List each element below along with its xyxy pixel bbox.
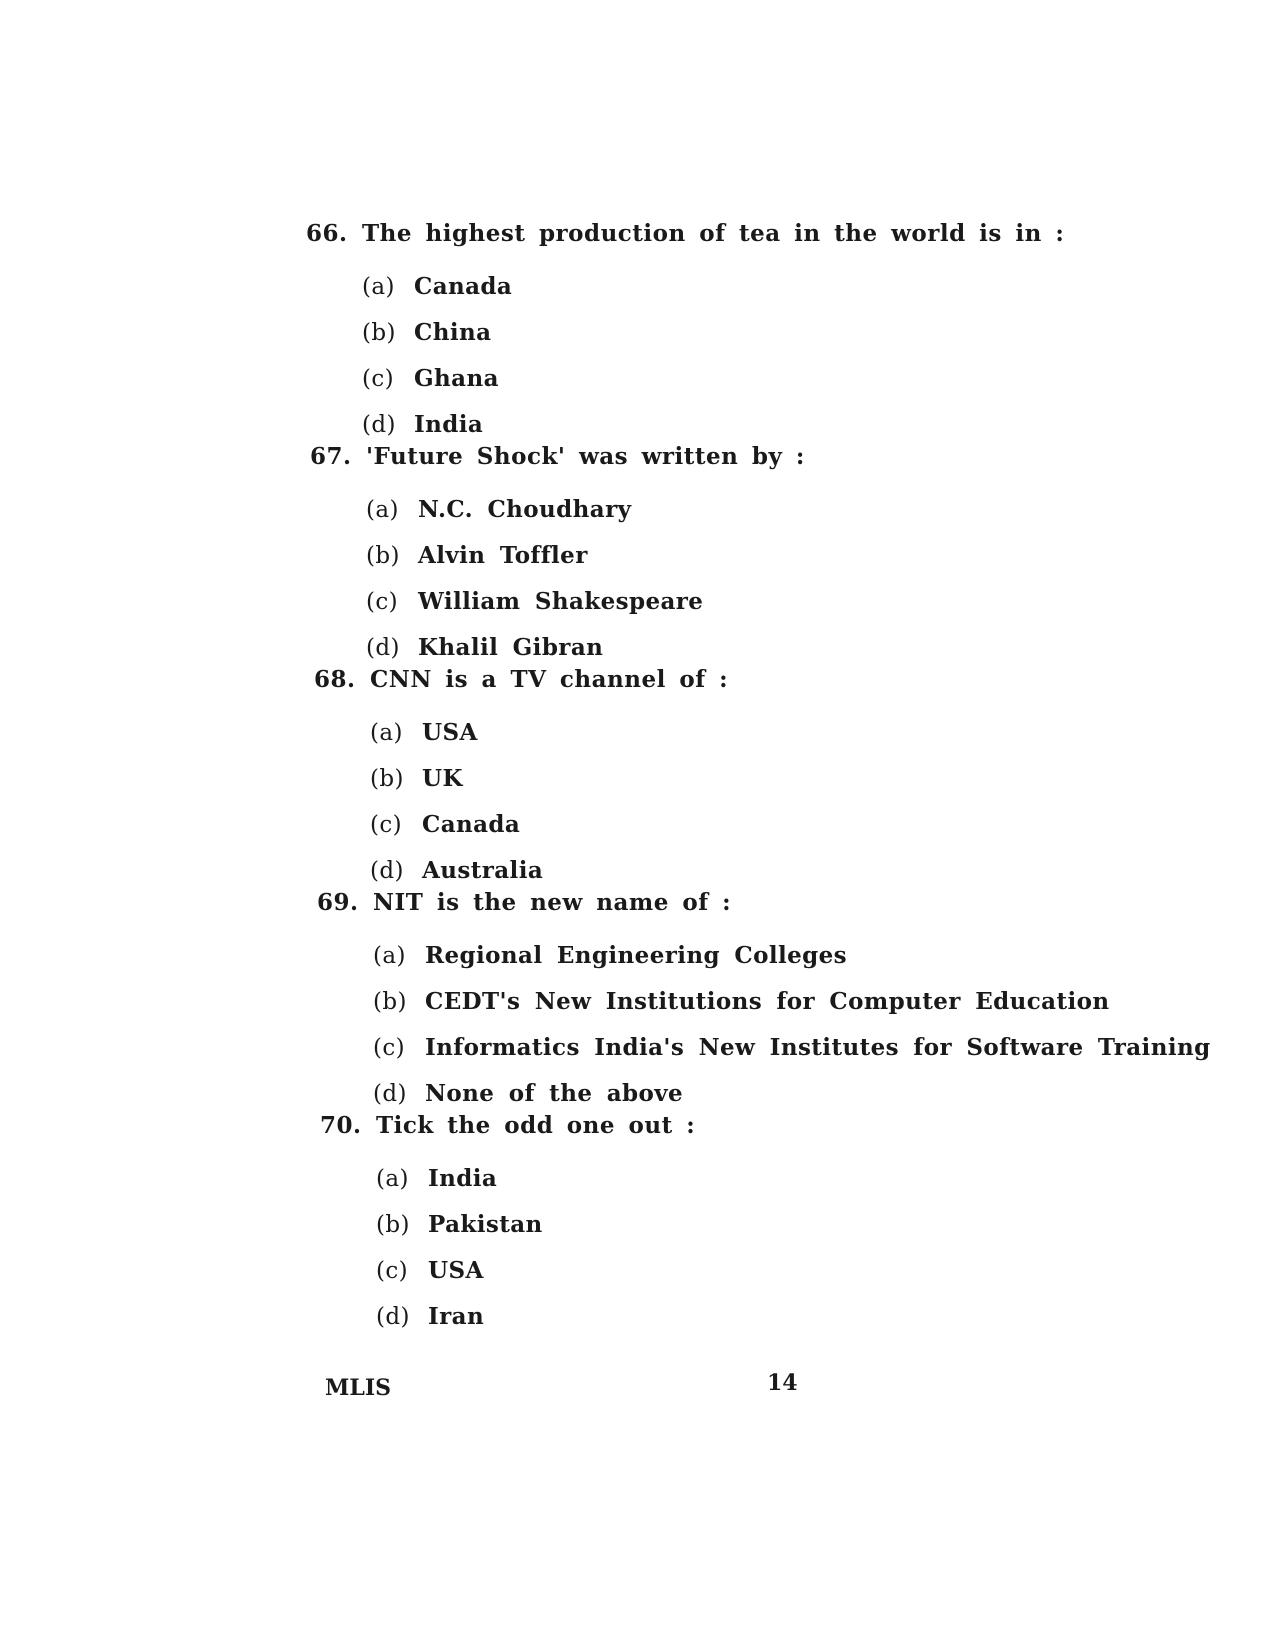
question-67 (310, 443, 1275, 671)
option-letter: (c) (366, 589, 399, 615)
option-text: USA (428, 1257, 484, 1284)
option-text: India (428, 1165, 498, 1192)
option-c (376, 1248, 1275, 1294)
option-a (362, 264, 1275, 310)
option-c (362, 356, 1275, 402)
options-list (373, 933, 1275, 1117)
option-d (373, 1071, 1275, 1117)
option-letter: (d) (370, 858, 404, 884)
option-letter: (b) (366, 543, 400, 569)
options-list (370, 710, 1275, 894)
option-text: Regional Engineering Colleges (425, 942, 848, 969)
option-text: Canada (414, 273, 513, 300)
question-text: NIT is the new name of : (373, 889, 732, 916)
footer-exam-code: MLIS (325, 1375, 391, 1401)
question-number: 70. (320, 1112, 362, 1139)
option-letter: (b) (373, 989, 407, 1015)
option-text: UK (422, 765, 463, 792)
option-text: N.C. Choudhary (418, 496, 632, 523)
option-text: Informatics India's New Institutes for Software Training (425, 1034, 1211, 1061)
option-c (373, 1025, 1275, 1071)
question-number: 66. (306, 220, 348, 247)
question-number: 69. (317, 889, 359, 916)
option-d (376, 1294, 1275, 1340)
option-letter: (c) (376, 1258, 409, 1284)
question-66 (306, 220, 1275, 448)
question-text: CNN is a TV channel of : (370, 666, 729, 693)
option-a (373, 933, 1275, 979)
question-69 (317, 889, 1275, 1117)
footer-page-number: 14 (767, 1370, 798, 1396)
question-number: 67. (310, 443, 352, 470)
option-letter: (d) (362, 412, 396, 438)
question-number: 68. (314, 666, 356, 693)
question-stem (306, 220, 1275, 252)
question-68 (314, 666, 1275, 894)
question-stem (314, 666, 1275, 698)
option-text: Canada (422, 811, 521, 838)
question-70 (320, 1112, 1275, 1340)
option-letter: (b) (370, 766, 404, 792)
option-letter: (d) (366, 635, 400, 661)
option-letter: (c) (373, 1035, 406, 1061)
option-letter: (d) (376, 1304, 410, 1330)
option-text: China (414, 319, 492, 346)
option-b (362, 310, 1275, 356)
option-c (366, 579, 1275, 625)
option-text: None of the above (425, 1080, 684, 1107)
option-text: India (414, 411, 484, 438)
question-text: 'Future Shock' was written by : (366, 443, 805, 470)
option-d (366, 625, 1275, 671)
option-letter: (b) (362, 320, 396, 346)
option-text: Australia (422, 857, 544, 884)
option-text: William Shakespeare (418, 588, 704, 615)
options-list (366, 487, 1275, 671)
option-letter: (a) (366, 497, 399, 523)
option-letter: (d) (373, 1081, 407, 1107)
question-stem (310, 443, 1275, 475)
option-a (376, 1156, 1275, 1202)
option-text: USA (422, 719, 478, 746)
option-letter: (a) (362, 274, 395, 300)
option-a (366, 487, 1275, 533)
option-d (370, 848, 1275, 894)
question-stem (317, 889, 1275, 921)
option-letter: (c) (370, 812, 403, 838)
option-b (370, 756, 1275, 802)
options-list (362, 264, 1275, 448)
option-c (370, 802, 1275, 848)
option-text: Khalil Gibran (418, 634, 604, 661)
option-text: Pakistan (428, 1211, 543, 1238)
option-letter: (a) (373, 943, 406, 969)
option-b (373, 979, 1275, 1025)
option-d (362, 402, 1275, 448)
option-text: CEDT's New Institutions for Computer Education (425, 988, 1110, 1015)
option-letter: (a) (376, 1166, 409, 1192)
option-a (370, 710, 1275, 756)
option-text: Alvin Toffler (418, 542, 588, 569)
option-letter: (c) (362, 366, 395, 392)
option-text: Ghana (414, 365, 499, 392)
question-text: Tick the odd one out : (376, 1112, 696, 1139)
option-b (376, 1202, 1275, 1248)
option-letter: (b) (376, 1212, 410, 1238)
question-stem (320, 1112, 1275, 1144)
options-list (376, 1156, 1275, 1340)
question-text: The highest production of tea in the world is in : (362, 220, 1065, 247)
option-letter: (a) (370, 720, 403, 746)
option-text: Iran (428, 1303, 485, 1330)
option-b (366, 533, 1275, 579)
